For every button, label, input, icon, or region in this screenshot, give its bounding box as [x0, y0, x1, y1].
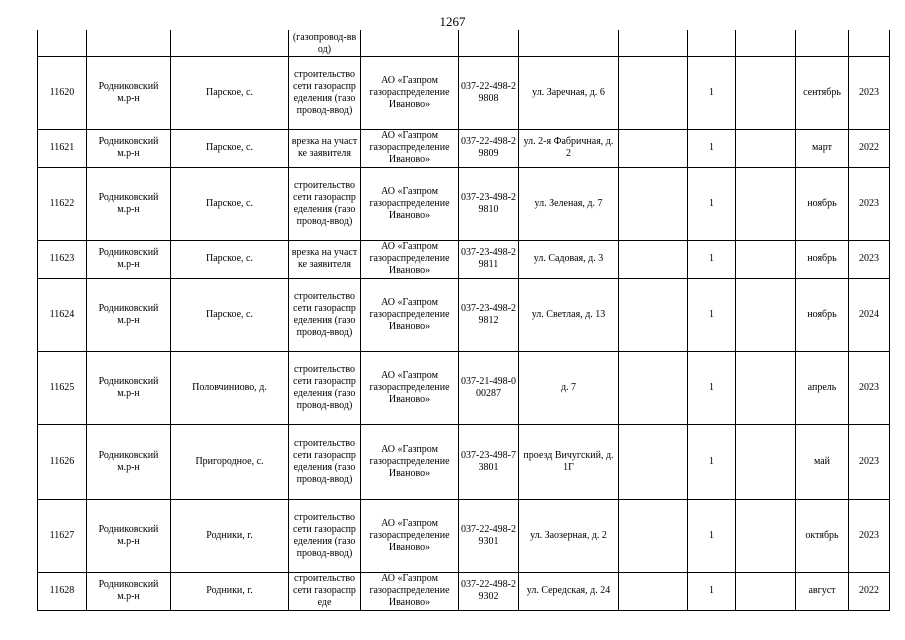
- cell-count: 1: [688, 572, 736, 610]
- cell-empty: [459, 30, 519, 56]
- table-row: [38, 351, 890, 424]
- cell-empty: [619, 351, 688, 424]
- cell-number: 11624: [38, 278, 87, 351]
- cell-code: 037-22-498-29302: [459, 572, 519, 610]
- cell-organization: АО «Газпром газораспределение Иваново»: [361, 240, 459, 278]
- cell-month: август: [796, 572, 849, 610]
- cell-number: 11622: [38, 167, 87, 240]
- cell-address: ул. Садовая, д. 3: [519, 240, 619, 278]
- cell-settlement: Парское, с.: [171, 278, 289, 351]
- cell-month: май: [796, 424, 849, 499]
- cell-district: Родниковский м.р-н: [87, 56, 171, 129]
- cell-address: ул. Середская, д. 24: [519, 572, 619, 610]
- cell-empty: [171, 30, 289, 56]
- gasification-table: [37, 30, 890, 611]
- cell-month: ноябрь: [796, 167, 849, 240]
- cell-empty: [619, 56, 688, 129]
- table-row: [38, 278, 890, 351]
- table-body: [38, 30, 890, 610]
- cell-count: 1: [688, 351, 736, 424]
- cell-year: 2023: [849, 56, 890, 129]
- cell-number: 11620: [38, 56, 87, 129]
- cell-year: 2023: [849, 240, 890, 278]
- cell-empty: [736, 30, 796, 56]
- cell-district: Родниковский м.р-н: [87, 424, 171, 499]
- cell-empty: [619, 499, 688, 572]
- cell-work-type: строительство сети газораспределения (газопровод-ввод): [289, 167, 361, 240]
- cell-number: 11626: [38, 424, 87, 499]
- table-row: [38, 56, 890, 129]
- cell-empty: [361, 30, 459, 56]
- cell-code: 037-23-498-73801: [459, 424, 519, 499]
- cell-work-type: врезка на участке заявителя: [289, 240, 361, 278]
- cell-code: 037-23-498-29810: [459, 167, 519, 240]
- cell-count: 1: [688, 499, 736, 572]
- cell-number: 11623: [38, 240, 87, 278]
- cell-empty: [619, 278, 688, 351]
- cell-organization: АО «Газпром газораспределение Иваново»: [361, 424, 459, 499]
- cell-district: Родниковский м.р-н: [87, 572, 171, 610]
- cell-year: 2023: [849, 424, 890, 499]
- cell-count: 1: [688, 129, 736, 167]
- cell-empty: [736, 424, 796, 499]
- cell-empty: [688, 30, 736, 56]
- cell-month: апрель: [796, 351, 849, 424]
- cell-empty: [619, 572, 688, 610]
- table-row: [38, 424, 890, 499]
- cell-code: 037-22-498-29808: [459, 56, 519, 129]
- cell-empty: [87, 30, 171, 56]
- cell-empty: [736, 499, 796, 572]
- gasification-table-container: [37, 30, 890, 611]
- cell-address: д. 7: [519, 351, 619, 424]
- cell-work-type: строительство сети газораспределения (газопровод-ввод): [289, 424, 361, 499]
- cell-empty: [736, 572, 796, 610]
- cell-settlement: Родники, г.: [171, 572, 289, 610]
- cell-settlement: Парское, с.: [171, 56, 289, 129]
- cell-year: 2023: [849, 499, 890, 572]
- cell-empty: [38, 30, 87, 56]
- cell-settlement: Парское, с.: [171, 240, 289, 278]
- page-number: 1267: [439, 14, 466, 29]
- cell-month: ноябрь: [796, 278, 849, 351]
- cell-organization: АО «Газпром газораспределение Иваново»: [361, 499, 459, 572]
- cell-address: ул. Заречная, д. 6: [519, 56, 619, 129]
- cell-district: Родниковский м.р-н: [87, 351, 171, 424]
- cell-empty: [619, 30, 688, 56]
- cell-organization: АО «Газпром газораспределение Иваново»: [361, 129, 459, 167]
- cell-work-type: строительство сети газораспределения (газопровод-ввод): [289, 56, 361, 129]
- cell-number: 11628: [38, 572, 87, 610]
- cell-district: Родниковский м.р-н: [87, 167, 171, 240]
- cell-empty: [736, 56, 796, 129]
- cell-district: Родниковский м.р-н: [87, 499, 171, 572]
- cell-work-type: строительство сети газораспределения (газопровод-ввод): [289, 278, 361, 351]
- cell-number: 11621: [38, 129, 87, 167]
- table-row: [38, 129, 890, 167]
- cell-code: 037-22-498-29301: [459, 499, 519, 572]
- cell-settlement: Родники, г.: [171, 499, 289, 572]
- cell-district: Родниковский м.р-н: [87, 278, 171, 351]
- cell-code: 037-23-498-29812: [459, 278, 519, 351]
- cell-organization: АО «Газпром газораспределение Иваново»: [361, 351, 459, 424]
- cell-organization: АО «Газпром газораспределение Иваново»: [361, 278, 459, 351]
- cell-year: 2023: [849, 351, 890, 424]
- cell-district: Родниковский м.р-н: [87, 129, 171, 167]
- cell-address: ул. Зеленая, д. 7: [519, 167, 619, 240]
- cell-empty: [736, 240, 796, 278]
- cell-settlement: Половчиниово, д.: [171, 351, 289, 424]
- cell-address: ул. Заозерная, д. 2: [519, 499, 619, 572]
- cell-month: март: [796, 129, 849, 167]
- cell-number: 11627: [38, 499, 87, 572]
- cell-count: 1: [688, 424, 736, 499]
- cell-work-type: врезка на участке заявителя: [289, 129, 361, 167]
- cell-year: 2022: [849, 572, 890, 610]
- cell-empty: [736, 351, 796, 424]
- cell-month: октябрь: [796, 499, 849, 572]
- cell-empty: [619, 424, 688, 499]
- cell-empty: [736, 129, 796, 167]
- cell-empty: [619, 240, 688, 278]
- cell-work-type: строительство сети газораспределения (газопровод-ввод): [289, 499, 361, 572]
- cell-empty: [736, 167, 796, 240]
- cell-work-type: (газопровод-ввод): [289, 30, 361, 56]
- cell-empty: [849, 30, 890, 56]
- cell-empty: [619, 167, 688, 240]
- cell-organization: АО «Газпром газораспределение Иваново»: [361, 572, 459, 610]
- cell-district: Родниковский м.р-н: [87, 240, 171, 278]
- cell-month: сентябрь: [796, 56, 849, 129]
- cell-settlement: Парское, с.: [171, 167, 289, 240]
- table-row: [38, 167, 890, 240]
- cell-address: ул. Светлая, д. 13: [519, 278, 619, 351]
- cell-address: проезд Вичугский, д. 1Г: [519, 424, 619, 499]
- cell-settlement: Парское, с.: [171, 129, 289, 167]
- cell-organization: АО «Газпром газораспределение Иваново»: [361, 167, 459, 240]
- table-row: [38, 240, 890, 278]
- cell-year: 2022: [849, 129, 890, 167]
- cell-settlement: Пригородное, с.: [171, 424, 289, 499]
- cell-code: 037-22-498-29809: [459, 129, 519, 167]
- cell-number: 11625: [38, 351, 87, 424]
- cell-work-type: строительство сети газораспределения (газопровод-ввод): [289, 351, 361, 424]
- cell-year: 2024: [849, 278, 890, 351]
- table-row: [38, 572, 890, 610]
- cell-empty: [619, 129, 688, 167]
- cell-organization: АО «Газпром газораспределение Иваново»: [361, 56, 459, 129]
- table-row-continued: [38, 30, 890, 56]
- cell-year: 2023: [849, 167, 890, 240]
- cell-work-type: строительство сети газораспреде: [289, 572, 361, 610]
- cell-count: 1: [688, 240, 736, 278]
- cell-count: 1: [688, 56, 736, 129]
- cell-empty: [519, 30, 619, 56]
- cell-code: 037-21-498-000287: [459, 351, 519, 424]
- cell-address: ул. 2-я Фабричная, д. 2: [519, 129, 619, 167]
- cell-empty: [736, 278, 796, 351]
- table-row: [38, 499, 890, 572]
- cell-code: 037-23-498-29811: [459, 240, 519, 278]
- cell-count: 1: [688, 278, 736, 351]
- cell-count: 1: [688, 167, 736, 240]
- cell-month: ноябрь: [796, 240, 849, 278]
- cell-empty: [796, 30, 849, 56]
